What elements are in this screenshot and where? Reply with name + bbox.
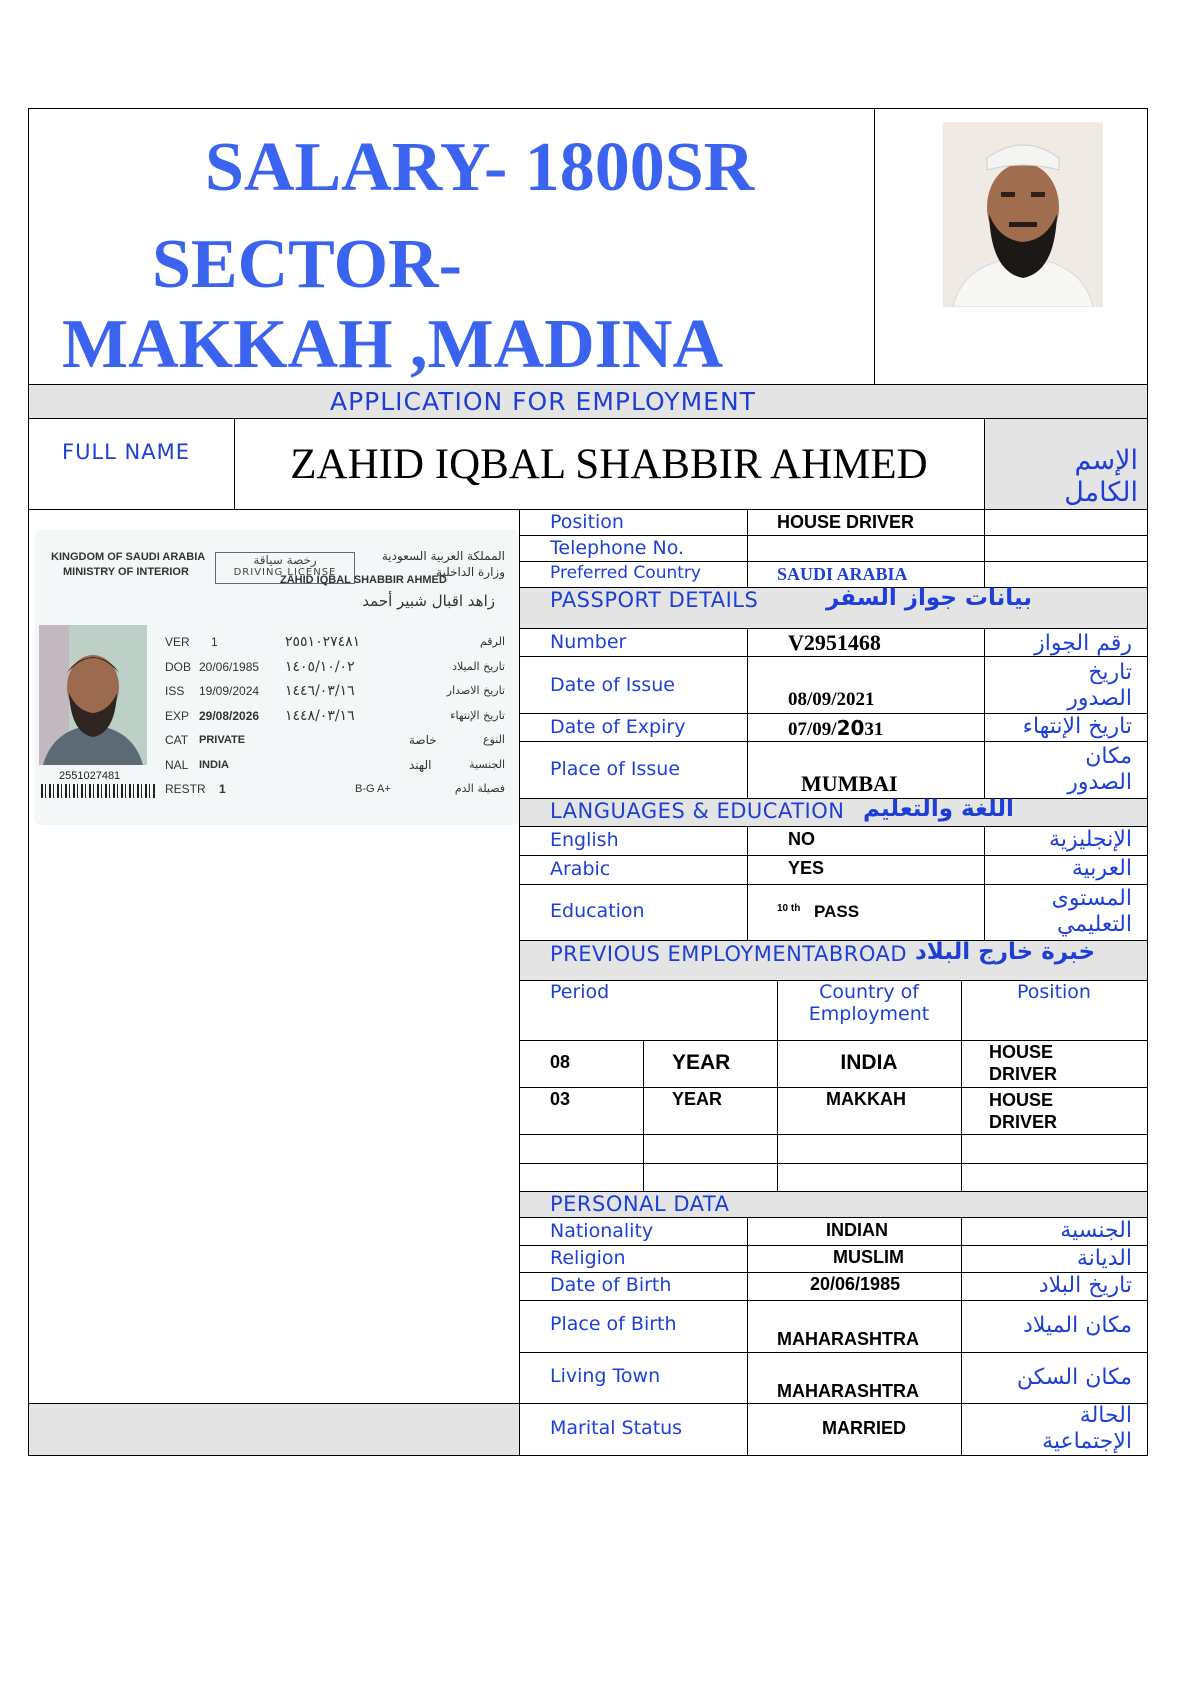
religion-label-ar: الديانة [1076,1246,1132,1271]
license-row: CAT PRIVATE خاصة النوع [165,733,505,747]
telephone-label: Telephone No. [550,537,685,559]
license-row: ISS 19/09/2024 ١٤٤٦/٠٣/١٦ تاريخ الاصدار [165,683,505,699]
english-label-ar: الإنجليزية [1049,827,1132,852]
issue-date-label-ar-1: تاريخ [1088,660,1132,685]
issue-date-label: Date of Issue [550,674,675,696]
pob-label-ar: مكان الميلاد [1023,1313,1132,1338]
dob-value: 20/06/1985 [810,1274,901,1294]
employment-section-title-ar: خبرة خارج البلاد [915,939,1096,965]
row-position: HOUSE DRIVER [989,1042,1058,1084]
license-ministry: MINISTRY OF INTERIOR [63,566,189,578]
full-name-label-ar-1: الإسم [1074,445,1138,476]
marital-label: Marital Status [550,1417,683,1439]
education-value: PASS [814,902,860,921]
row-country: INDIA [840,1051,898,1074]
marital-label-ar-2: الإجتماعية [1042,1429,1132,1454]
license-row: NAL INDIA الهند الجنسية [165,757,505,772]
living-town-label-ar: مكان السكن [1016,1365,1132,1390]
license-portrait-icon [39,625,147,765]
nationality-label: Nationality [550,1220,654,1242]
issue-date-value: 08/09/2021 [788,689,875,710]
row-years: 08 [550,1052,571,1072]
col-country-2: Employment [808,1003,930,1025]
license-holder-name: ZAHID IQBAL SHABBIR AHMED [280,574,447,586]
passport-section-title: PASSPORT DETAILS [550,588,759,612]
pob-value: MAHARASHTRA [777,1329,919,1349]
place-of-issue-label-ar-2: الصدور [1067,770,1132,795]
expiry-date-label: Date of Expiry [550,716,686,738]
sector-heading: SECTOR- [152,226,462,303]
license-barcode [41,784,157,798]
full-name-value: ZAHID IQBAL SHABBIR AHMED [290,441,928,488]
education-label: Education [550,900,645,922]
applicant-portrait-icon [943,122,1103,307]
salary-heading: SALARY- 1800SR [205,129,755,206]
bottom-left-band [28,1403,519,1455]
personal-section-title: PERSONAL DATA [550,1192,730,1216]
religion-label: Religion [550,1247,626,1269]
preferred-country-value: SAUDI ARABIA [777,564,908,584]
license-row: VER 1 ٢٥٥١٠٢٧٤٨١ الرقم [165,634,505,650]
passport-number-label: Number [550,631,627,653]
place-of-issue-label-ar-1: مكان [1085,744,1132,769]
expiry-date-label-ar: تاريخ الإنتهاء [1022,714,1132,739]
living-town-label: Living Town [550,1365,661,1387]
nationality-value: INDIAN [826,1220,888,1240]
row-unit: YEAR [672,1051,731,1074]
license-country: KINGDOM OF SAUDI ARABIA [51,551,206,563]
row-position: HOUSE DRIVER [989,1090,1058,1132]
religion-value: MUSLIM [833,1247,904,1267]
place-of-issue-value: MUMBAI [801,771,898,796]
passport-section-title-ar: بيانات جواز السفر [826,585,1032,611]
marital-value: MARRIED [822,1418,906,1438]
dob-label-ar: تاريخ البلاد [1038,1273,1132,1298]
applicant-photo [943,122,1103,307]
place-of-issue-label: Place of Issue [550,758,681,780]
employment-section-title: PREVIOUS EMPLOYMENTABROAD [550,942,908,966]
passport-number-label-ar: رقم الجواز [1034,631,1132,656]
living-town-value: MAHARASHTRA [777,1381,919,1401]
arabic-label-ar: العربية [1071,856,1132,881]
languages-section-title-ar: اللغة والتعليم [863,796,1014,822]
education-label-ar-2: التعليمي [1056,912,1132,937]
education-label-ar-1: المستوى [1051,886,1132,911]
license-title-ar: رخصة سياقة [253,553,317,567]
col-period: Period [550,981,610,1003]
col-position: Position [1017,981,1091,1003]
expiry-date-value: 07/09/2031 [788,716,884,740]
license-row: RESTR 1 B-G A+ فصيلة الدم [165,782,505,796]
col-country-1: Country of [819,981,919,1003]
row-years: 03 [550,1089,571,1109]
license-ministry-ar: وزارة الداخلية [436,565,505,579]
license-photo [39,625,147,765]
license-title: DRIVING LICENSE [233,567,337,578]
issue-date-label-ar-2: الصدور [1067,686,1132,711]
languages-section-title: LANGUAGES & EDUCATION [550,799,845,823]
pob-label: Place of Birth [550,1313,677,1335]
education-grade: 10 th [777,903,801,914]
license-row: EXP 29/08/2026 ١٤٤٨/٠٣/١٦ تاريخ الإنتهاء [165,707,505,724]
sector-cities: MAKKAH ,MADINA [62,306,724,383]
english-label: English [550,829,619,851]
arabic-value: YES [788,858,825,878]
license-holder-name-ar: زاهد اقبال شبير أحمد [362,592,495,610]
full-name-label: FULL NAME [62,440,190,464]
position-value: HOUSE DRIVER [777,512,915,532]
license-row: DOB 20/06/1985 ١٤٠٥/١٠/٠٢ تاريخ الميلاد [165,658,505,675]
row-country: MAKKAH [826,1089,906,1109]
license-country-ar: المملكة العربية السعودية [381,549,505,563]
driving-license-card [35,530,519,825]
nationality-label-ar: الجنسية [1060,1218,1132,1243]
row-unit: YEAR [672,1089,723,1109]
dob-label: Date of Birth [550,1274,672,1296]
application-title: APPLICATION FOR EMPLOYMENT [330,387,756,416]
full-name-label-ar-2: الكامل [1064,477,1138,508]
license-number: 2551027481 [59,770,121,782]
passport-number-value: V2951468 [788,630,881,655]
english-value: NO [788,829,815,849]
position-label: Position [550,511,624,533]
preferred-country-label: Preferred Country [550,563,701,583]
marital-label-ar-1: الحالة [1079,1403,1132,1428]
arabic-label: Arabic [550,858,611,880]
